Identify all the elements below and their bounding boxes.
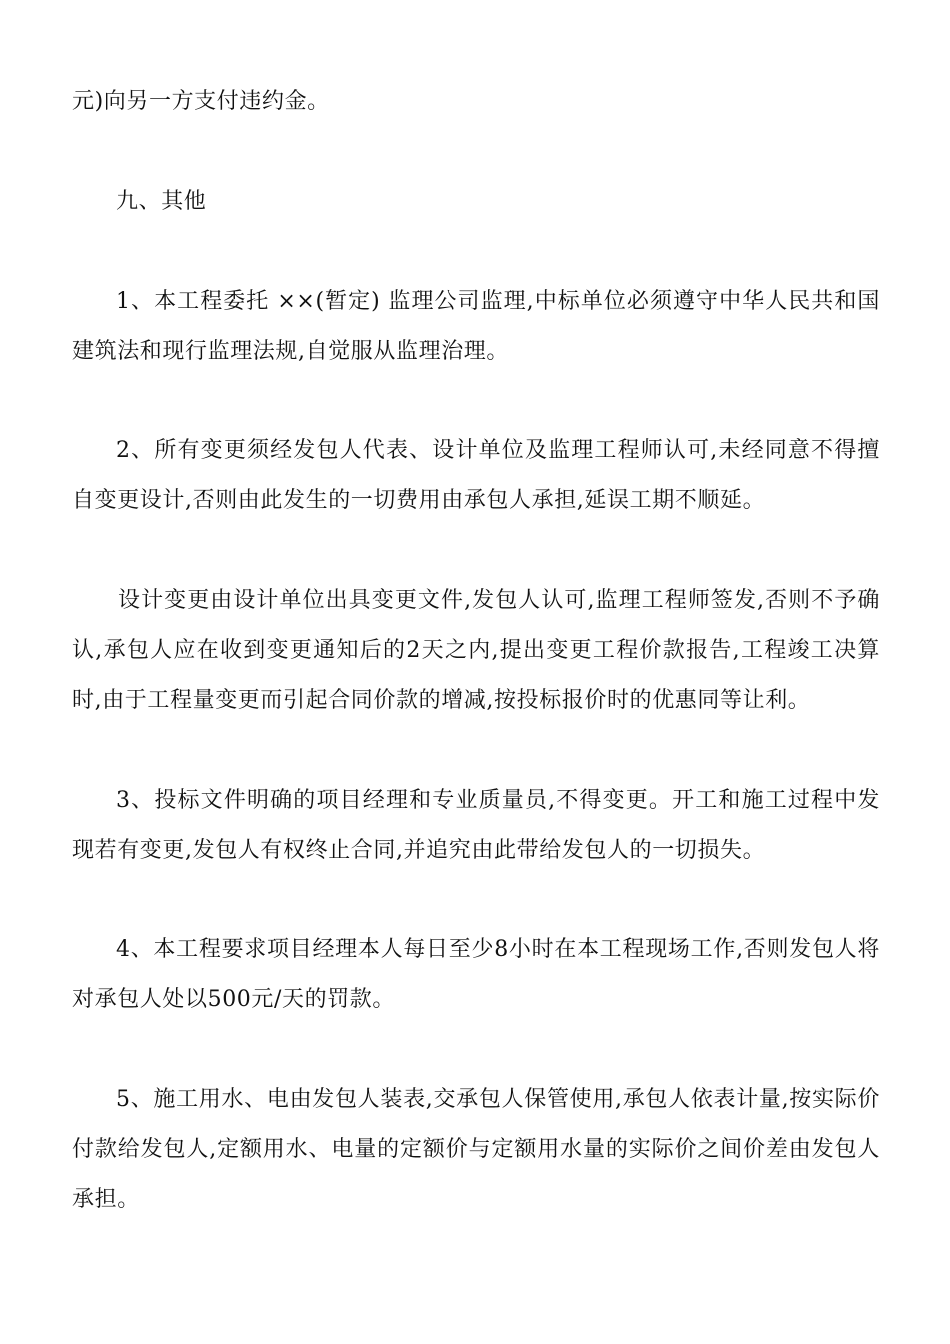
- clause-3: 3、投标文件明确的项目经理和专业质量员,不得变更。开工和施工过程中发现若有变更,发包人有权终止合同,并追究由此带给发包人的一切损失。: [72, 788, 880, 863]
- clause-2-design-change: 设计变更由设计单位出具变更文件,发包人认可,监理工程师签发,否则不予确认,承包人应在收到变更通知后的2天之内,提出变更工程价款报告,工程竣工决算时,由于工程量变更而引起合同价款的增减,按投标报价时的优惠同等让利。: [72, 588, 880, 713]
- clause-1: 1、本工程委托 ××(暂定) 监理公司监理,中标单位必须遵守中华人民共和国建筑法和现行监理法规,自觉服从监理治理。: [72, 289, 880, 364]
- clause-2: 2、所有变更须经发包人代表、设计单位及监理工程师认可,未经同意不得擅自变更设计,否则由此发生的一切费用由承包人承担,延误工期不顺延。: [72, 438, 880, 513]
- section-heading-other: 九、其他: [116, 189, 207, 214]
- clause-5: 5、施工用水、电由发包人装表,交承包人保管使用,承包人依表计量,按实际价付款给发包人,定额用水、电量的定额价与定额用水量的实际价之间价差由发包人承担。: [72, 1087, 880, 1212]
- paragraph-continuation: 元)向另一方支付违约金。: [72, 89, 330, 114]
- clause-4: 4、本工程要求项目经理本人每日至少8小时在本工程现场工作,否则发包人将对承包人处以500元/天的罚款。: [72, 937, 880, 1012]
